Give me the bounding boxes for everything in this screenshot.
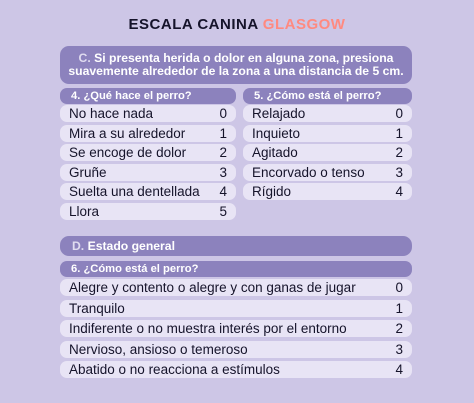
section-c-letter: C. xyxy=(78,51,91,65)
item-score: 0 xyxy=(395,280,403,295)
q4-header: 4. ¿Qué hace el perro? xyxy=(60,88,236,104)
item-label: Gruñe xyxy=(69,164,107,180)
item-score: 1 xyxy=(219,125,227,141)
list-item xyxy=(60,144,236,161)
list-item xyxy=(60,361,412,378)
item-score: 3 xyxy=(395,341,403,357)
page-title xyxy=(0,16,474,33)
list-item xyxy=(243,144,412,161)
item-label: Tranquilo xyxy=(69,300,125,316)
item-score: 5 xyxy=(219,203,227,219)
item-label: Nervioso, ansioso o temeroso xyxy=(69,341,248,357)
item-label: Llora xyxy=(69,203,100,219)
item-score: 2 xyxy=(395,145,403,160)
item-label: Agitado xyxy=(252,145,298,160)
title-main: ESCALA CANINA xyxy=(128,16,259,33)
item-score: 1 xyxy=(395,300,403,316)
item-score: 2 xyxy=(219,145,227,160)
title-accent: GLASGOW xyxy=(262,16,346,33)
item-score: 1 xyxy=(395,125,403,141)
list-item xyxy=(60,341,412,358)
q5-header: 5. ¿Cómo está el perro? xyxy=(243,88,412,104)
list-item xyxy=(60,300,412,317)
section-d-letter: D. xyxy=(72,239,85,253)
list-item xyxy=(243,105,412,122)
section-d-text: Estado general xyxy=(87,239,175,253)
item-label: Indiferente o no muestra interés por el entorno xyxy=(69,321,347,336)
item-label: Alegre y contento o alegre y con ganas de jugar xyxy=(69,280,356,295)
list-item xyxy=(60,279,412,296)
list-item xyxy=(60,320,412,337)
item-label: Encorvado o tenso xyxy=(252,164,365,180)
item-score: 0 xyxy=(395,106,403,121)
item-label: Rígido xyxy=(252,184,292,199)
item-label: Abatido o no reacciona a estímulos xyxy=(69,362,280,377)
item-label: No hace nada xyxy=(69,106,154,121)
list-item xyxy=(60,105,236,122)
item-score: 4 xyxy=(395,184,403,199)
item-label: Relajado xyxy=(252,106,306,121)
section-c-text: Si presenta herida o dolor en alguna zona, presiona suavemente alrededor de la zona a una distancia de 5 cm. xyxy=(68,51,404,78)
list-item xyxy=(60,203,236,220)
section-c-banner xyxy=(60,46,412,84)
list-item xyxy=(243,164,412,181)
item-label: Suelta una dentellada xyxy=(69,184,200,199)
item-score: 2 xyxy=(395,321,403,336)
item-label: Se encoge de dolor xyxy=(69,145,187,160)
item-score: 4 xyxy=(219,184,227,199)
list-item xyxy=(60,125,236,142)
item-score: 0 xyxy=(219,106,227,121)
list-item xyxy=(60,183,236,200)
section-d-banner xyxy=(60,236,412,256)
item-score: 4 xyxy=(395,362,403,377)
list-item xyxy=(243,125,412,142)
item-label: Mira a su alrededor xyxy=(69,125,186,141)
q6-header: 6. ¿Cómo está el perro? xyxy=(60,261,412,277)
item-label: Inquieto xyxy=(252,125,301,141)
list-item xyxy=(60,164,236,181)
item-score: 3 xyxy=(395,164,403,180)
item-score: 3 xyxy=(219,164,227,180)
list-item xyxy=(243,183,412,200)
